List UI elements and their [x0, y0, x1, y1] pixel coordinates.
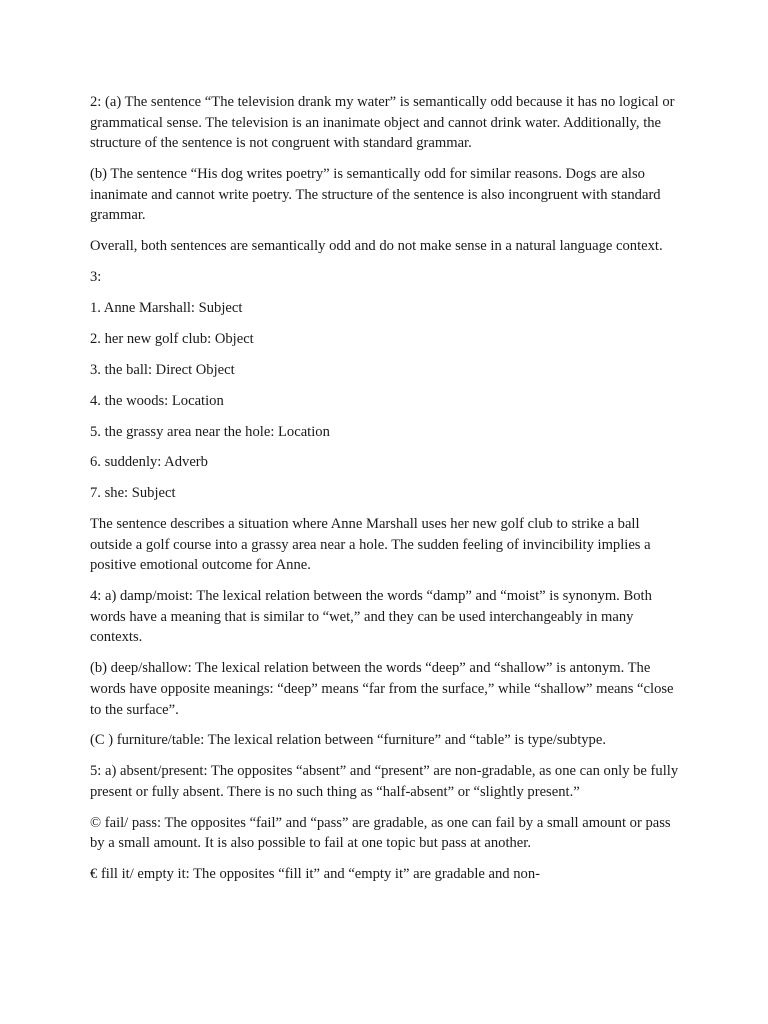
list-item: 7. she: Subject	[90, 485, 176, 502]
q4-part-c: (C ) furniture/table: The lexical relation between “furniture” and “table” is type/subtype.	[90, 732, 606, 749]
q5-part-a: 5: a) absent/present: The opposites “absent” and “present” are non-gradable, as one can only be fully present or fully absent. There is no such thing as “half-absent” or “slightly present.”	[90, 763, 679, 800]
q3-summary: The sentence describes a situation where Anne Marshall uses her new golf club to strike a ball outside a golf course into a grassy area near a hole. The sudden feeling of invincibility implies a positive emotional outcome for Anne.	[90, 516, 651, 574]
list-item: 6. suddenly: Adverb	[90, 454, 208, 471]
q2-part-a: 2: (a) The sentence “The television drank my water” is semantically odd because it has no logical or grammatical sense. The television is an inanimate object and cannot drink water. Additionally, the structure of the sentence is not congruent with standard grammar.	[90, 94, 675, 152]
q2-part-b: (b) The sentence “His dog writes poetry” is semantically odd for similar reasons. Dogs are also inanimate and cannot write poetry. The structure of the sentence is also incongruent with standard grammar.	[90, 166, 661, 224]
document-page	[90, 92, 680, 895]
list-item: 3. the ball: Direct Object	[90, 361, 235, 378]
list-item: 5. the grassy area near the hole: Location	[90, 423, 330, 440]
list-item: 4. the woods: Location	[90, 392, 224, 409]
q3-list	[90, 298, 680, 504]
list-item: 1. Anne Marshall: Subject	[90, 299, 243, 316]
q2-overall: Overall, both sentences are semantically odd and do not make sense in a natural language context.	[90, 238, 663, 255]
q5-part-c: © fail/ pass: The opposites “fail” and “pass” are gradable, as one can fail by a small amount or pass by a small amount. It is also possible to fail at one topic but pass at another.	[90, 814, 671, 852]
q4-part-a: 4: a) damp/moist: The lexical relation between the words “damp” and “moist” is synonym. Both words have a meaning that is similar to “wet,” and they can be used interchangeably in many contexts.	[90, 588, 652, 646]
q5-part-e: € fill it/ empty it: The opposites “fill it” and “empty it” are gradable and non-	[90, 866, 540, 883]
q3-heading: 3:	[90, 269, 102, 286]
list-item: 2. her new golf club: Object	[90, 330, 254, 347]
q4-part-b: (b) deep/shallow: The lexical relation between the words “deep” and “shallow” is antonym. The words have opposite meanings: “deep” means “far from the surface,” while “shallow” means “close to the surface”.	[90, 660, 674, 718]
